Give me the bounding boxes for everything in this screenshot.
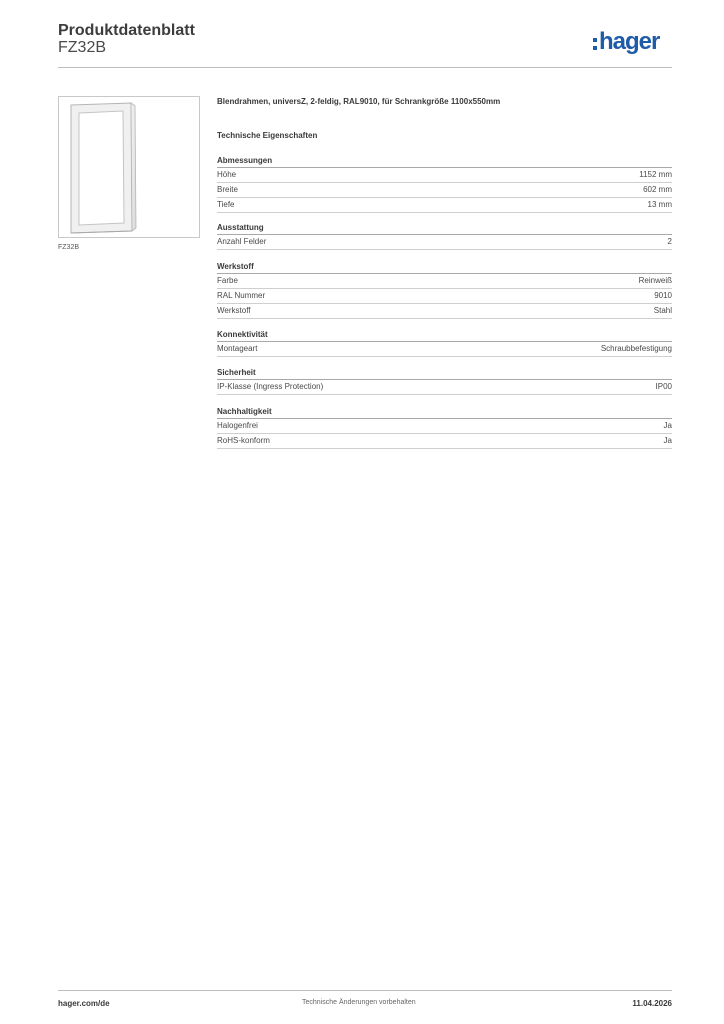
spec-row: [217, 198, 672, 213]
image-caption: FZ32B: [58, 244, 80, 251]
spec-value: IP00: [655, 382, 672, 391]
spec-value: Ja: [663, 436, 672, 445]
spec-row: [217, 235, 672, 250]
spec-label: Breite: [217, 185, 238, 194]
spec-label: Halogenfrei: [217, 421, 258, 430]
spec-section-werkstoff: [217, 262, 672, 319]
footer-website: hager.com/de: [58, 999, 110, 1008]
header-divider: [58, 67, 672, 68]
spec-row: [217, 304, 672, 319]
section-title: Ausstattung: [217, 223, 672, 235]
spec-value: 13 mm: [647, 200, 672, 209]
spec-row: [217, 434, 672, 449]
section-title: Abmessungen: [217, 156, 672, 168]
section-title: Werkstoff: [217, 262, 672, 274]
specs-heading: Technische Eigenschaften: [217, 131, 318, 140]
spec-label: Tiefe: [217, 200, 235, 209]
spec-value: Stahl: [653, 306, 672, 315]
spec-label: Höhe: [217, 170, 237, 179]
spec-row: [217, 380, 672, 395]
footer-divider: [58, 990, 672, 991]
footer-date: 11.04.2026: [632, 999, 672, 1008]
logo-text: hager: [599, 28, 660, 55]
spec-label: Farbe: [217, 276, 238, 285]
spec-label: IP-Klasse (Ingress Protection): [217, 382, 324, 391]
spec-label: RAL Nummer: [217, 291, 266, 300]
spec-section-abmessungen: [217, 156, 672, 213]
spec-value: 2: [667, 237, 672, 246]
spec-value: 1152 mm: [639, 170, 672, 179]
spec-value: 9010: [654, 291, 672, 300]
footer-notice: Technische Änderungen vorbehalten: [302, 999, 416, 1006]
spec-value: 602 mm: [643, 185, 672, 194]
spec-row: [217, 342, 672, 357]
spec-section-sicherheit: [217, 368, 672, 395]
spec-row: [217, 183, 672, 198]
section-title: Nachhaltigkeit: [217, 407, 672, 419]
spec-value: Schraubbefestigung: [600, 344, 672, 353]
spec-row: [217, 289, 672, 304]
spec-section-nachhaltigkeit: [217, 407, 672, 449]
spec-section-ausstattung: [217, 223, 672, 250]
spec-row: [217, 274, 672, 289]
product-image: [58, 96, 200, 238]
section-title: Sicherheit: [217, 368, 672, 380]
section-title: Konnektivität: [217, 330, 672, 342]
spec-label: Werkstoff: [217, 306, 251, 315]
spec-row: [217, 168, 672, 183]
page-title: Produktdatenblatt: [58, 22, 195, 39]
product-code: FZ32B: [58, 39, 107, 56]
product-description: Blendrahmen, universZ, 2-feldig, RAL9010, für Schrankgröße 1100x550mm: [217, 97, 501, 106]
spec-label: Montageart: [217, 344, 258, 353]
spec-row: [217, 419, 672, 434]
hager-logo: [593, 30, 659, 54]
spec-value: Reinweiß: [638, 276, 672, 285]
spec-value: Ja: [663, 421, 672, 430]
logo-dots-icon: [593, 38, 597, 50]
spec-section-konnektivitaet: [217, 330, 672, 357]
frame-illustration-icon: [59, 97, 199, 237]
spec-label: RoHS-konform: [217, 436, 270, 445]
spec-label: Anzahl Felder: [217, 237, 267, 246]
